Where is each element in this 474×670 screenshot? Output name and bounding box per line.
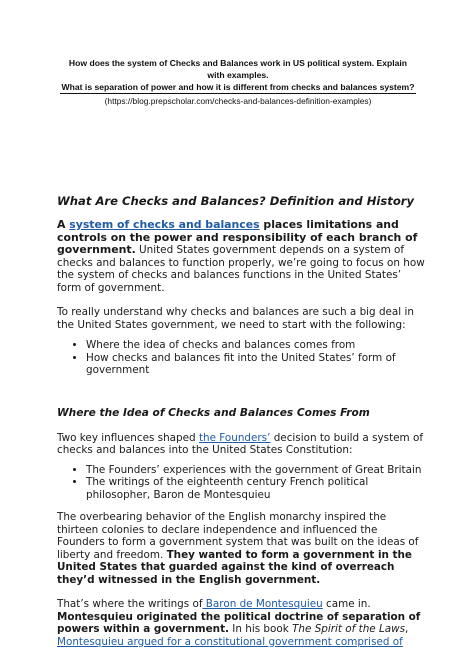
influences-prefix: Two key influences shaped	[57, 431, 199, 444]
influence-list-2	[57, 464, 427, 502]
monarchy-bold-text: They wanted to form a government in the United States that guarded against the kind of overreach they’d witnessed in the English government.	[57, 548, 412, 586]
founders-link[interactable]: the Founders’	[198, 431, 271, 444]
section-heading-idea-origin: Where the Idea of Checks and Balances Comes From	[57, 406, 370, 419]
monarchy-paragraph	[57, 511, 427, 586]
intro-prefix: A	[57, 218, 70, 231]
montesquieu-mid: came in.	[322, 598, 371, 610]
question-header	[60, 57, 416, 94]
influences-paragraph	[57, 432, 427, 457]
list-item: • The Founders’ experiences with the government of Great Britain	[86, 464, 427, 477]
list-item: • The writings of the eighteenth century French political philosopher, Baron de Montesquieu	[86, 476, 427, 501]
question-line-1: How does the system of Checks and Balances work in US political system. Explain with examples.	[68, 58, 408, 80]
intro-bold-text: places limitations and controls on the power and responsibility of each branch of government.	[57, 218, 418, 256]
source-citation: (https://blog.prepscholar.com/checks-and-balances-definition-examples)	[104, 96, 372, 106]
monarchy-text: The overbearing behavior of the English monarchy inspired the thirteen colonies to declare independence and influenced the Founders to form a government system that was built on the ideas of liberty and freedom.	[57, 511, 419, 561]
question-line-2: What is separation of power and how it is different from checks and balances system?	[61, 82, 415, 92]
list-item: • How checks and balances fit into the United States’ form of government	[86, 352, 427, 377]
understand-paragraph: To really understand why checks and balances are such a big deal in the United States government, we need to start with the following:	[57, 306, 414, 331]
montesquieu-comma: ,	[405, 623, 409, 635]
montesquieu-link[interactable]: Baron de Montesquieu	[202, 598, 323, 610]
influences-rest: decision to build a system of checks and balances into the United States Constitution:	[57, 431, 423, 456]
intro-paragraph	[57, 219, 427, 294]
montesquieu-prefix: That’s where the writings of	[57, 598, 203, 610]
list-item: • Where the idea of checks and balances comes from	[86, 339, 427, 352]
montesquieu-bold-text: Montesquieu originated the political doctrine of separation of powers within a government.	[57, 610, 421, 635]
montesquieu-after: In his book	[228, 623, 293, 635]
book-title: The Spirit of the Laws	[292, 623, 406, 635]
section-heading-checks-and-balances: What Are Checks and Balances? Definition and History	[57, 194, 415, 208]
system-of-checks-link[interactable]: system of checks and balances	[69, 218, 260, 231]
intro-rest-text: United States government depends on a system of checks and balances to function properly, we’re going to focus on how the system of checks and balances functions in the United States’ form of government.	[57, 244, 425, 294]
montesquieu-paragraph	[57, 598, 427, 648]
influence-list-1	[57, 339, 427, 377]
article-body	[57, 194, 427, 648]
montesquieu-argument-link[interactable]: Montesquieu argued for a constitutional government comprised of	[57, 635, 403, 648]
